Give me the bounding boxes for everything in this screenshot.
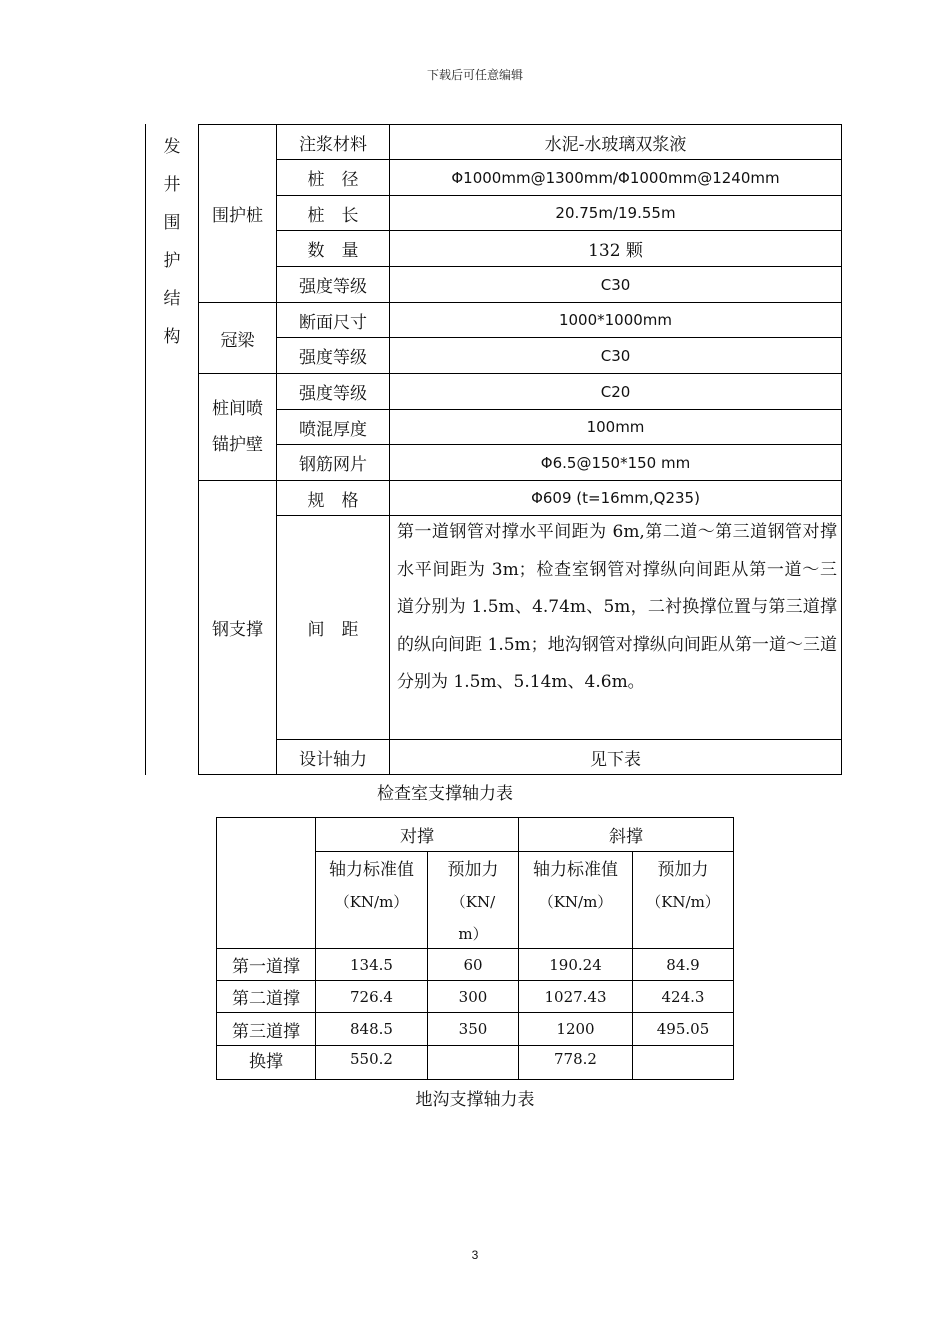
table-cell: 778.2 [554,1050,597,1068]
table-cell [633,1046,733,1072]
sub-header: 轴力标准值 （KN/m） [533,860,618,911]
group-header-diagonal: 斜撑 [609,827,643,847]
item-value: C30 [600,346,631,365]
page-number: 3 [471,1248,479,1262]
table-cell: 424.3 [661,987,705,1006]
table-cell: 848.5 [350,1020,393,1038]
group-name-piles: 围护桩 [212,206,263,226]
item-value: 20.75m/19.55m [555,204,676,222]
table-cell: 84.9 [666,955,700,974]
table-cell: 60 [463,955,483,974]
item-value: 见下表 [590,749,641,770]
table-cell: 350 [458,1020,488,1038]
group-name-shotcrete-line1: 桩间喷 [212,399,263,419]
item-label: 强度等级 [299,277,367,297]
group-header-strut: 对撑 [400,827,434,847]
item-label: 间 距 [307,620,359,640]
group-name-shotcrete-line2: 锚护壁 [212,435,263,455]
item-value: Φ6.5@150*150 mm [540,453,691,472]
group-name-crown-beam: 冠梁 [220,330,255,351]
item-label: 喷混厚度 [299,419,367,440]
row-label: 第一道撑 [232,957,300,977]
table-cell: 300 [458,987,488,1006]
item-label: 钢筋网片 [299,455,367,475]
vertical-label-text: 发井围护结构 [163,137,181,347]
table-cell: 1200 [556,1020,595,1038]
item-label: 桩 长 [307,205,359,226]
sub-header: 预加力 （KN/m） [646,860,720,911]
item-value: C30 [600,275,631,294]
table-caption: 检查室支撑轴力表 [377,784,513,804]
item-label: 强度等级 [299,384,367,404]
row-label: 第三道撑 [232,1021,300,1042]
item-label: 设计轴力 [299,749,367,770]
item-value: 132 颗 [588,241,643,261]
item-value: C20 [600,382,631,401]
item-value: Φ1000mm@1300mm/Φ1000mm@1240mm [451,168,780,187]
group-name-steel-support: 钢支撑 [212,620,263,640]
table-cell: 495.05 [656,1020,710,1038]
item-value: 水泥-水玻璃双浆液 [544,134,687,155]
spacing-description: 第一道钢管对撑水平间距为 6m,第二道～第三道钢管对撑水平间距为 3m；检查室钢管对撑纵向间距从第一道～三道分别为 1.5m、4.74m、5m，二衬换撑位置与第三道撑的纵向间距 1.5m；地沟钢管对撑纵向间距从第一道～三道分别为 1.5m、5.14m、4.6m。 [397,522,837,692]
item-value: 100mm [586,418,645,436]
table-caption: 地沟支撑轴力表 [415,1090,535,1110]
item-label: 注浆材料 [299,134,367,155]
sub-header: 预加力 （KN/ m） [447,860,499,943]
item-label: 强度等级 [299,348,367,368]
vertical-section-label [146,128,198,356]
item-label: 桩 径 [307,170,359,190]
table-cell [428,1046,518,1072]
table-cell: 190.24 [549,955,602,974]
item-label: 规 格 [307,490,359,511]
table-cell: 1027.43 [544,987,607,1006]
table-cell: 726.4 [350,987,393,1006]
table-cell: 550.2 [350,1050,393,1068]
table-cell: 134.5 [350,955,393,974]
row-label: 换撑 [249,1051,283,1072]
item-label: 数 量 [307,241,359,261]
item-label: 断面尺寸 [299,312,367,333]
item-value: Φ609 (t=16mm,Q235) [531,489,700,507]
sub-header: 轴力标准值 （KN/m） [329,860,414,911]
page-header: 下载后可任意编辑 [426,68,523,82]
row-label: 第二道撑 [232,989,300,1009]
group-name-shotcrete [199,374,276,480]
item-value: 1000*1000mm [558,311,673,329]
